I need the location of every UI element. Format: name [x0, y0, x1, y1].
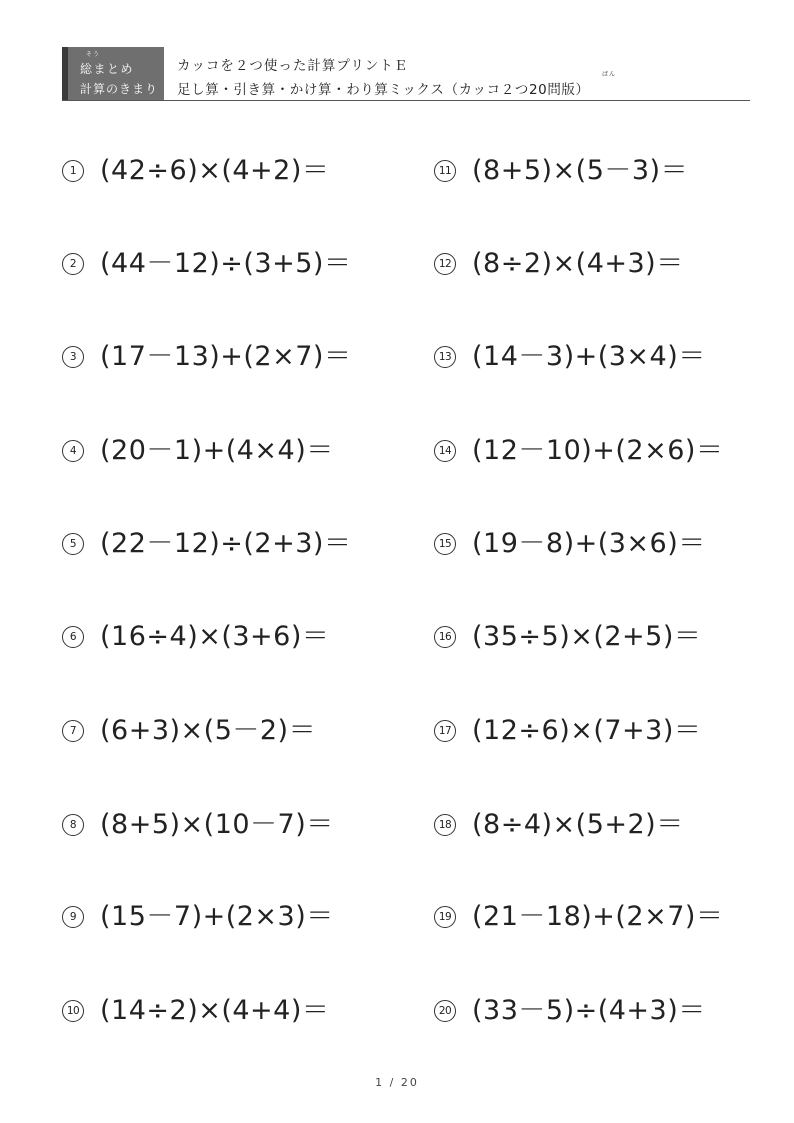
problem-expression: (8+5)×(10－7)＝	[100, 809, 334, 840]
problem-number: 12	[434, 253, 456, 275]
problem-expression: (8÷2)×(4+3)＝	[472, 248, 684, 279]
worksheet-title: カッコを２つ使った計算プリントＥ	[177, 58, 409, 74]
problem-expression: (33－5)÷(4+3)＝	[472, 995, 706, 1026]
problem-expression: (35÷5)×(2+5)＝	[472, 621, 702, 652]
problem-expression: (12÷6)×(7+3)＝	[472, 715, 702, 746]
problem-number: 1	[62, 160, 84, 182]
problem-number: 19	[434, 906, 456, 928]
subtitle-ruby: ばん	[602, 71, 617, 78]
badge-ruby: そう	[86, 51, 101, 58]
problem-expression: (8+5)×(5－3)＝	[472, 155, 689, 186]
problem-expression: (12－10)+(2×6)＝	[472, 435, 724, 466]
worksheet-subtitle-wrap	[177, 78, 590, 98]
badge-category: 総まとめ	[80, 62, 135, 76]
worksheet-subtitle: 足し算・引き算・かけ算・わり算ミックス（カッコ２つ20問版）	[177, 82, 590, 98]
problem-number: 18	[434, 814, 456, 836]
problem-number: 7	[62, 720, 84, 742]
problem-expression: (17－13)+(2×7)＝	[100, 341, 352, 372]
problem-number: 17	[434, 720, 456, 742]
problem-number: 20	[434, 1000, 456, 1022]
problem-number: 13	[434, 346, 456, 368]
problem-number: 8	[62, 814, 84, 836]
problem-number: 2	[62, 253, 84, 275]
problem-expression: (6+3)×(5－2)＝	[100, 715, 317, 746]
problem-expression: (14－3)+(3×4)＝	[472, 341, 706, 372]
problem-expression: (16÷4)×(3+6)＝	[100, 621, 330, 652]
problem-expression: (20－1)+(4×4)＝	[100, 435, 334, 466]
badge-topic: 計算のきまり	[80, 82, 159, 96]
header-badge	[62, 47, 164, 101]
header-divider	[62, 100, 750, 101]
problem-number: 15	[434, 533, 456, 555]
problem-number: 11	[434, 160, 456, 182]
problem-expression: (8÷4)×(5+2)＝	[472, 809, 684, 840]
problem-number: 9	[62, 906, 84, 928]
page-number: 1 / 20	[375, 1076, 419, 1089]
problem-number: 4	[62, 440, 84, 462]
problem-number: 16	[434, 626, 456, 648]
problem-number: 6	[62, 626, 84, 648]
problem-expression: (14÷2)×(4+4)＝	[100, 995, 330, 1026]
problem-expression: (15－7)+(2×3)＝	[100, 901, 334, 932]
problem-expression: (44－12)÷(3+5)＝	[100, 248, 352, 279]
problem-expression: (21－18)+(2×7)＝	[472, 901, 724, 932]
problem-number: 5	[62, 533, 84, 555]
problem-expression: (42÷6)×(4+2)＝	[100, 155, 330, 186]
problem-number: 10	[62, 1000, 84, 1022]
problem-expression: (22－12)÷(2+3)＝	[100, 528, 352, 559]
problem-number: 3	[62, 346, 84, 368]
problem-number: 14	[434, 440, 456, 462]
problem-expression: (19－8)+(3×6)＝	[472, 528, 706, 559]
